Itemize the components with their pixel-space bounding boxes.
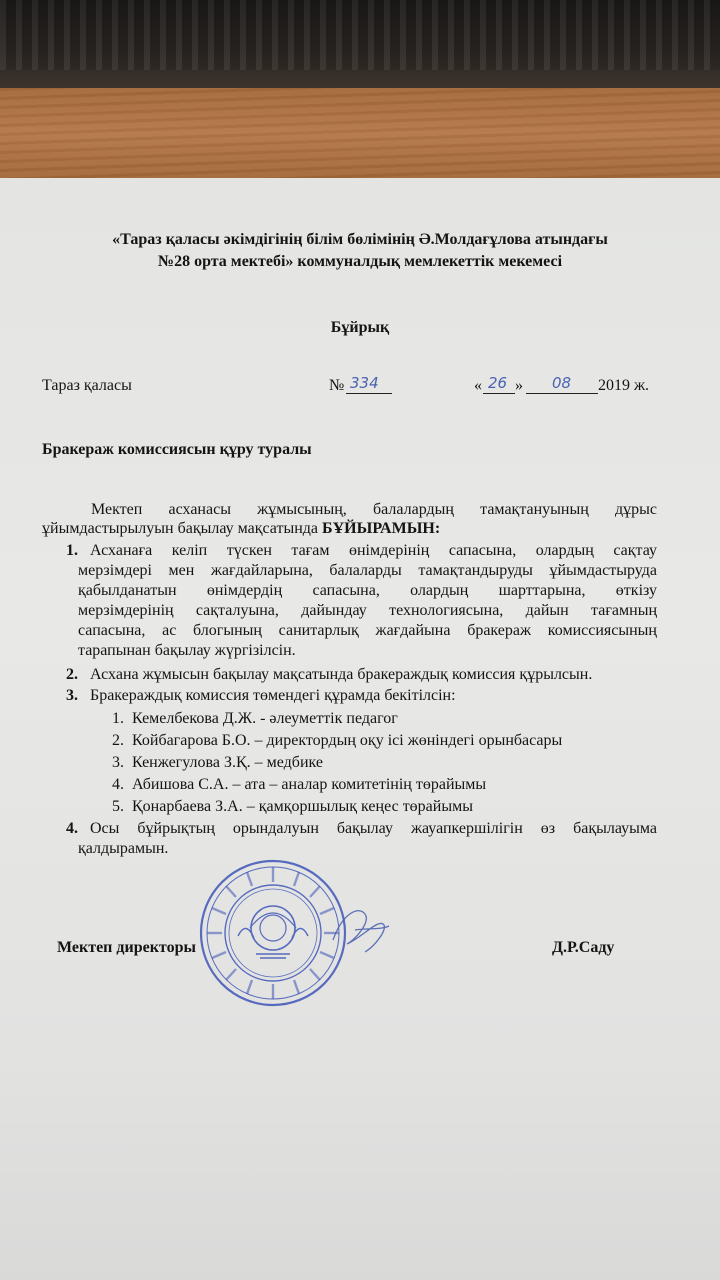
item-1-line-6: тарапынан бақылау жүргізілсін. — [78, 642, 296, 659]
date-close-quote: » — [515, 377, 523, 394]
order-number-label: № — [329, 377, 345, 394]
date-month-underline — [526, 393, 598, 394]
intro-directive: БҰЙЫРАМЫН: — [322, 520, 441, 537]
item-3-text: Бракераждық комиссия төмендегі құрамда бекітілсін: — [90, 687, 456, 704]
member-3-name: Кенжегулова З.Қ. – медбике — [132, 754, 323, 771]
order-number-handwritten: 334 — [350, 374, 379, 392]
item-1-line-3: қабылданатын өнімдердің сапасына, олардың шарттарына, өткізу — [78, 582, 657, 599]
member-1-name: Кемелбекова Д.Ж. - әлеуметтік педагог — [132, 710, 398, 727]
header-line-1: «Тараз қаласы әкімдігінің білім бөлімінің Ә.Молдағұлова атындағы — [112, 231, 608, 248]
signature-name: Д.Р.Саду — [552, 939, 615, 956]
director-signature-icon — [325, 900, 395, 960]
header-line-2: №28 орта мектебі» коммуналдық мемлекеттік мекемесі — [157, 253, 563, 270]
member-2-name: Койбагарова Б.О. – директордың оқу ісі жөніндегі орынбасары — [132, 732, 563, 749]
item-4-line-2: қалдырамын. — [78, 840, 169, 857]
signature-role: Мектеп директоры — [57, 939, 196, 956]
date-open-quote: « — [474, 377, 482, 394]
item-2-number: 2. — [66, 666, 78, 683]
item-1-line-4: мерзімдерінің сақталуына, дайындау технологиясына, дайын тағамның — [78, 602, 657, 619]
document-page — [0, 178, 720, 1280]
item-1-line-1: Асханаға келіп түскен тағам өнімдерінің сапасына, олардың сақтау — [90, 542, 657, 559]
date-day-underline — [483, 393, 515, 394]
date-day-handwritten: 26 — [488, 374, 508, 392]
item-1-line-5: сапасына, ас блогының санитарлық жағдайына бракераж комиссиясының — [78, 622, 657, 639]
item-4-line-1: Осы бұйрықтың орындалуын бақылау жауапкершілігін өз бақылауыма — [90, 820, 657, 837]
order-number-underline — [346, 393, 392, 394]
background-grille — [0, 0, 720, 70]
item-4-number: 4. — [66, 820, 78, 837]
member-4-name: Абишова С.А. – ата – аналар комитетінің төрайымы — [132, 776, 487, 793]
date-year: 2019 ж. — [598, 377, 650, 394]
order-subject: Бракераж комиссиясын құру туралы — [42, 441, 312, 458]
member-4-number: 4. — [112, 776, 124, 793]
intro-line-1: Мектеп асханасы жұмысының, балалардың тамақтануының дұрыс — [91, 501, 657, 518]
intro-line-2 — [42, 519, 440, 539]
member-5-number: 5. — [112, 798, 124, 815]
city-label: Тараз қаласы — [42, 377, 132, 394]
item-1-line-2: мерзімдері мен жағдайларына, балаларды тамақтандыруды ұйымдастыруда — [78, 562, 657, 579]
item-2-text: Асхана жұмысын бақылау мақсатында бракераждық комиссия құрылсын. — [90, 666, 593, 683]
member-2-number: 2. — [112, 732, 124, 749]
date-month-handwritten: 08 — [552, 374, 572, 392]
wooden-desk — [0, 88, 720, 188]
item-3-number: 3. — [66, 687, 78, 704]
member-1-number: 1. — [112, 710, 124, 727]
member-3-number: 3. — [112, 754, 124, 771]
background-top — [0, 0, 720, 90]
intro-line-2-text: ұйымдастырылуын бақылау мақсатында — [42, 520, 319, 537]
document-type: Бұйрық — [330, 319, 390, 336]
item-1-number: 1. — [66, 542, 78, 559]
member-5-name: Қонарбаева З.А. – қамқоршылық кеңес төрайымы — [132, 798, 473, 815]
